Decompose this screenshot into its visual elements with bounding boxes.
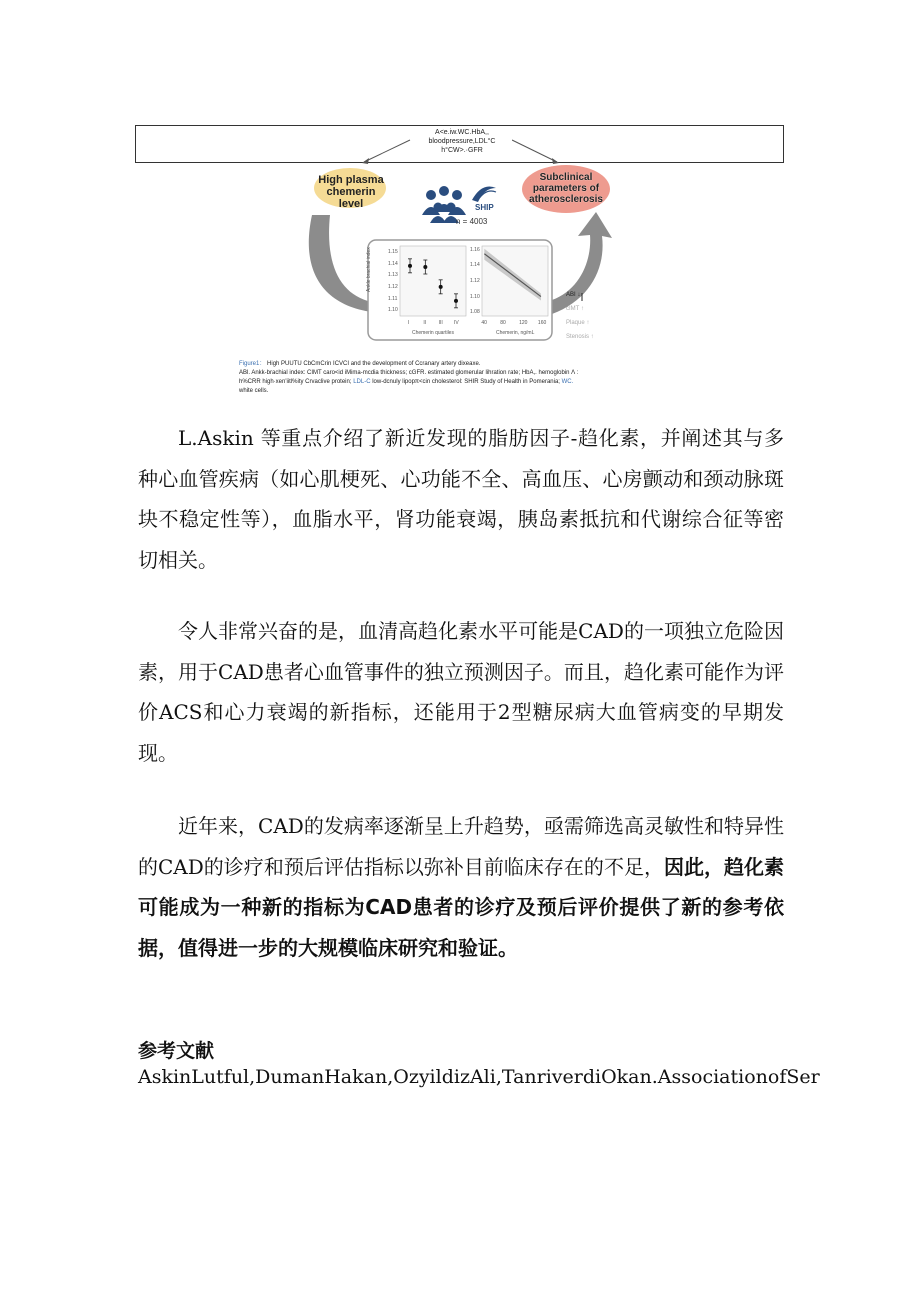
quartile-ytick: 1.11 <box>388 295 398 302</box>
caption-3b: LDL-C <box>353 379 371 385</box>
quartile-ytick: 1.15 <box>388 248 398 255</box>
legend-plaque: Plaque ↑ <box>566 320 590 326</box>
caption-3a: h%CRR high·xen'iitl%ity Crvaclive protein; <box>239 379 352 385</box>
quartile-ytick: 1.13 <box>388 272 398 279</box>
regression-xtick: 160 <box>537 320 547 326</box>
quartile-point <box>423 265 427 269</box>
reference-1: AskinLutful,DumanHakan,OzyildizAli,TanriverdiOkan.AssociationofSer <box>138 1066 820 1088</box>
paragraph-1: L.Askin 等重点介绍了新近发现的脂肪因子-趋化素，并阐述其与多种心血管疾病（如心肌梗死、心功能不全、高血压、心房颤动和颈动脉斑块不稳定性等），血脂水平，肾功能衰竭，胰岛素抵抗和代谢综合征等密切相关。 <box>138 426 784 572</box>
quartile-ytick: 1.12 <box>388 283 398 290</box>
figure-caption-line1 <box>239 360 679 369</box>
quartile-ytick: 1.10 <box>388 307 398 314</box>
regression-xlabel: Chemerin, ng/mL <box>496 330 535 336</box>
quartile-ytick: 1.14 <box>388 260 398 267</box>
regression-xtick: 40 <box>481 320 487 326</box>
regression-xtick: 120 <box>519 320 528 326</box>
covariates-label: A<e.iw.WC.HbA,, bloodpressure,LDL°C h°CW>.·GFR <box>412 128 512 155</box>
regression-ytick: 1.10 <box>470 293 480 300</box>
right-figure-title: Subclinical parameters of atherosclerosis <box>529 172 603 205</box>
figure-caption-line2: ABl. Ankk-brachial index: CIMT caro<id iMima-mcdia thickness; cGFR. estimated glomerular lihration rate; HbA,. hemoglobin Λ : <box>239 370 579 376</box>
legend-cimt: cIMT ↑ <box>566 306 584 312</box>
legend-abi: ABI ↓ <box>566 292 581 298</box>
caption-prefix: Figure1： <box>239 361 266 367</box>
regression-plot <box>482 246 548 316</box>
quartile-point <box>454 299 458 303</box>
arrow-to-atherosclerosis <box>512 140 557 162</box>
regression-xtick: 80 <box>500 320 506 326</box>
quartile-ylabel: Ankle brachial index <box>366 247 372 292</box>
quartile-xtick: II <box>423 320 427 326</box>
caption-title: High PUUTU CbCmCrin ICVCI and the development of Ccranary artery dixeaxe. <box>267 361 481 367</box>
arrowhead-left <box>362 158 369 164</box>
quartile-xlabel: Chemerin quartiles <box>412 330 454 336</box>
figure-caption-line4: white cells. <box>239 388 269 394</box>
references-title: 参考文献 <box>138 1040 215 1062</box>
paragraph-2: 令人非常兴奋的是，血清高趋化素水平可能是CAD的一项独立危险因素，用于CAD患者心血管事件的独立预测因子。而且，趋化素可能作为评价ACS和心力衰竭的新指标，还能用于2型糖尿病大血管病变的早期发现。 <box>138 619 784 765</box>
ship-label: SHIP <box>475 203 494 212</box>
regression-ytick: 1.16 <box>470 246 480 253</box>
ship-logo-icon <box>472 187 496 203</box>
paragraph-3-normal: 近年来，CAD的发病率逐渐呈上升趋势，亟需筛选高灵敏性和特异性的CAD的诊疗和预后评估指标以弥补目前临床存在的不足， <box>138 814 784 879</box>
left-figure-title: High plasma chemerin level <box>318 174 384 210</box>
regression-ytick: 1.14 <box>470 262 480 269</box>
quartile-point <box>439 285 443 289</box>
paragraph-3 <box>138 806 784 968</box>
arrow-to-chemerin <box>364 140 410 162</box>
quartile-plot <box>400 246 466 316</box>
paragraph-3-bold: 因此，趋化素可能成为一种新的指标为CAD患者的诊疗及预后评价提供了新的参考依据，值得进一步的大规模临床研究和验证。 <box>138 854 785 960</box>
caption-3d: WC. <box>561 379 574 385</box>
arrowhead-right <box>552 158 559 164</box>
quartile-xtick: III <box>438 320 443 326</box>
quartile-point <box>408 264 412 268</box>
regression-ytick: 1.12 <box>470 278 480 284</box>
sample-size-label: n = 4003 <box>456 217 488 226</box>
caption-3c: low-dcnuly lipopπ<cin cholesterol: SHIR Study of Health in Pomerania; <box>372 379 560 385</box>
quartile-xtick: I <box>408 320 410 326</box>
figure-caption-line3 <box>239 378 679 387</box>
regression-ytick: 1.08 <box>470 309 480 316</box>
quartile-xtick: IV <box>454 320 459 326</box>
figure-graphic <box>0 0 920 400</box>
legend-stenosis: Stenosis ↑ <box>566 334 594 340</box>
